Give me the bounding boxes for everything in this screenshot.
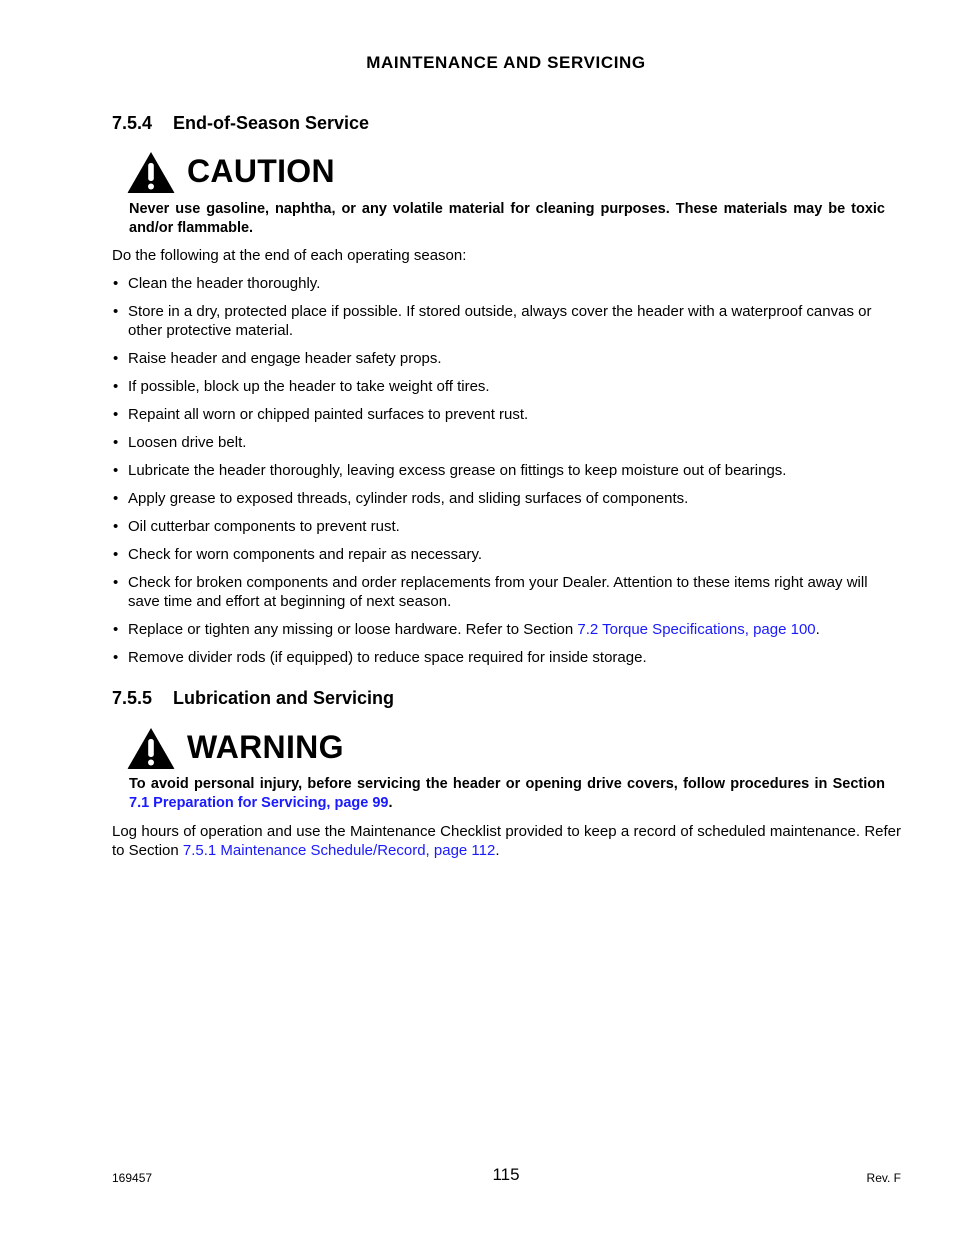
running-head: MAINTENANCE AND SERVICING	[366, 53, 646, 72]
maintenance-schedule-link[interactable]: 7.5.1 Maintenance Schedule/Record, page 112	[182, 842, 496, 859]
list-item: • Remove divider rods (if equipped) to reduce space required for inside storage.	[113, 649, 647, 666]
list-item: • Oil cutterbar components to prevent rust.	[113, 518, 400, 535]
warning-message: To avoid personal injury, before servicing the header or opening drive covers, follow procedures in Section 7.1 Preparation for Servicing, page 99.	[129, 776, 885, 811]
season-task-list	[112, 274, 912, 676]
section-number: 7.5.4	[112, 113, 153, 133]
caution-triangle-icon	[126, 150, 176, 194]
section-number: 7.5.5	[112, 688, 153, 708]
list-item: • If possible, block up the header to take weight off tires.	[113, 378, 490, 395]
list-item: • Store in a dry, protected place if possible. If stored outside, always cover the header with a waterproof canvas or other protective material.	[113, 303, 872, 339]
caution-message: Never use gasoline, naphtha, or any volatile material for cleaning purposes. These materials may be toxic and/or flammable.	[129, 201, 885, 236]
list-item: • Lubricate the header thoroughly, leaving excess grease on fittings to keep moisture out of bearings.	[113, 462, 787, 479]
torque-specs-link[interactable]: 7.2 Torque Specifications, page 100	[577, 621, 816, 638]
preparation-link[interactable]: 7.1 Preparation for Servicing, page 99	[129, 795, 389, 811]
intro-text: Do the following at the end of each operating season:	[112, 247, 467, 264]
section-title: Lubrication and Servicing	[173, 688, 395, 708]
list-item: • Apply grease to exposed threads, cylinder rods, and sliding surfaces of components.	[113, 490, 689, 507]
warning-word: WARNING	[187, 729, 344, 765]
warning-triangle-icon	[126, 726, 176, 770]
list-item: • Raise header and engage header safety props.	[113, 350, 442, 367]
list-item: • Clean the header thoroughly.	[113, 275, 321, 292]
log-hours-text: Log hours of operation and use the Maintenance Checklist provided to keep a record of scheduled maintenance. Refer to Section 7.5.1 Maintenance Schedule/Record, page 112.	[112, 823, 901, 859]
list-item: • Replace or tighten any missing or loose hardware. Refer to Section 7.2 Torque Specifications, page 100.	[113, 621, 820, 638]
section-heading-755	[112, 688, 394, 709]
list-item: • Repaint all worn or chipped painted surfaces to prevent rust.	[113, 406, 529, 423]
section-heading-754	[112, 113, 369, 134]
list-item: • Loosen drive belt.	[113, 434, 247, 451]
revision: Rev. F	[866, 1171, 901, 1185]
page-number: 115	[492, 1165, 520, 1184]
list-item: • Check for broken components and order replacements from your Dealer. Attention to these items right away will save time and effort at beginning of next season.	[113, 574, 868, 610]
list-item: • Check for worn components and repair as necessary.	[113, 546, 483, 563]
caution-word: CAUTION	[187, 153, 335, 189]
section-title: End-of-Season Service	[173, 113, 370, 133]
doc-number: 169457	[112, 1171, 153, 1185]
